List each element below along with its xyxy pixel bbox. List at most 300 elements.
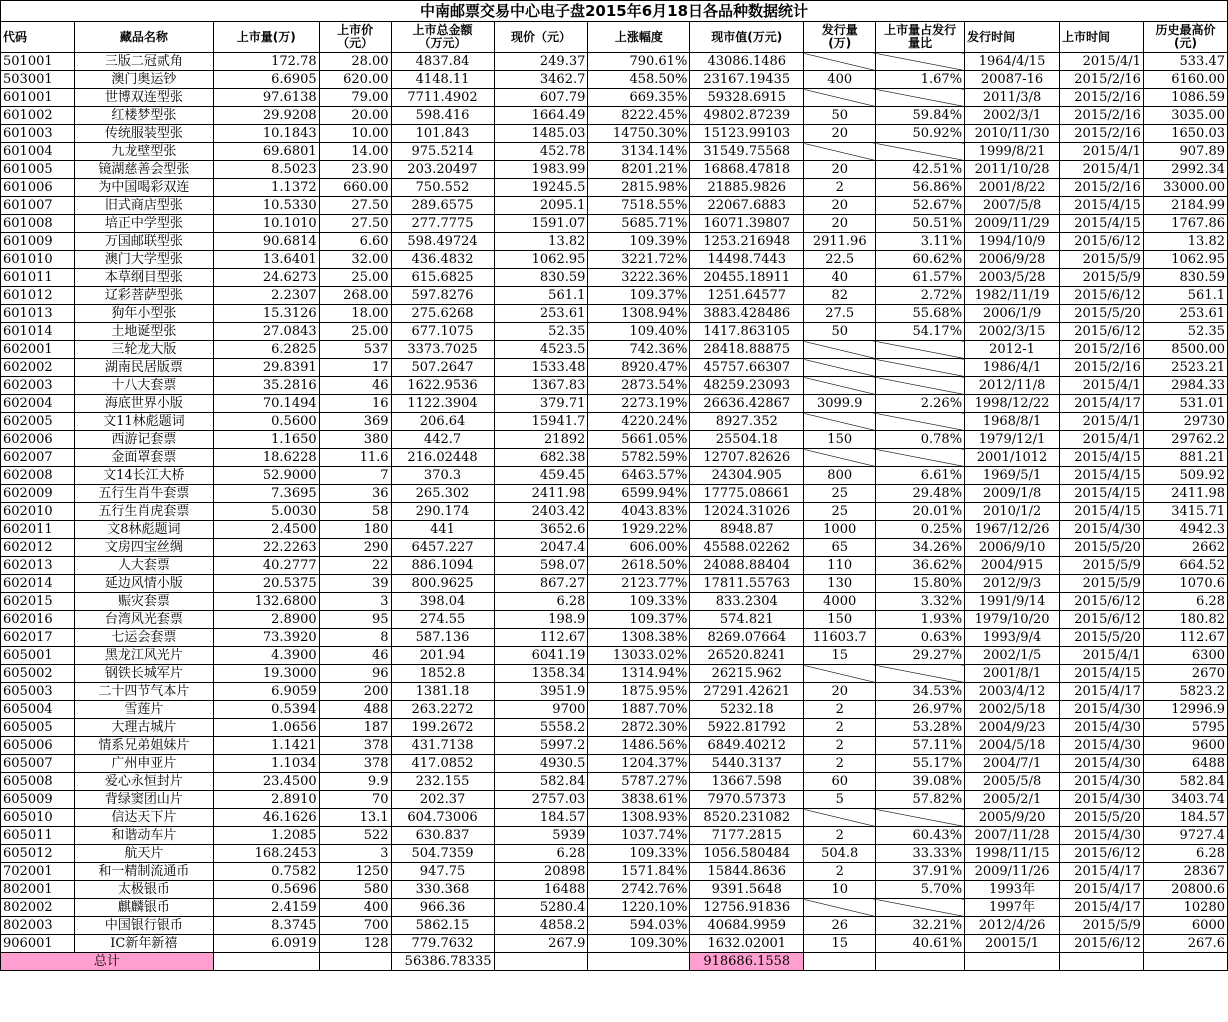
cell-issue-qty[interactable]: 3099.9 [804,395,876,413]
cell-highest-price[interactable]: 509.92 [1143,467,1227,485]
cell-market-value[interactable]: 8927.352 [690,413,804,431]
cell-listing-date[interactable]: 2015/4/15 [1060,215,1144,233]
cell-market-value[interactable]: 8269.07664 [690,629,804,647]
cell-listed-amount[interactable]: 203.20497 [391,161,494,179]
cell-listed-amount[interactable]: 201.94 [391,647,494,665]
cell-current-price[interactable]: 20898 [494,863,588,881]
cell-listed-price[interactable]: 25.00 [319,269,391,287]
cell-listed-price[interactable]: 7 [319,467,391,485]
cell-name[interactable]: 台湾风光套票 [74,611,213,629]
cell-listed-ratio[interactable] [876,449,965,467]
cell-market-value[interactable]: 48259.23093 [690,377,804,395]
header-listed-qty[interactable]: 上市量(万) [213,22,319,53]
cell-highest-price[interactable]: 907.89 [1143,143,1227,161]
cell-current-price[interactable]: 21892 [494,431,588,449]
cell-listed-amount[interactable]: 507.2647 [391,359,494,377]
cell-current-price[interactable]: 253.61 [494,305,588,323]
cell-listed-ratio[interactable]: 59.84% [876,107,965,125]
cell-name[interactable]: 西游记套票 [74,431,213,449]
cell-code[interactable]: 906001 [1,935,75,953]
cell-listing-date[interactable]: 2015/4/30 [1060,719,1144,737]
cell-market-value[interactable]: 16071.39807 [690,215,804,233]
cell-highest-price[interactable]: 267.6 [1143,935,1227,953]
cell-name[interactable]: 情系兄弟姐妹片 [74,737,213,755]
cell-listing-date[interactable]: 2015/4/15 [1060,449,1144,467]
cell-code[interactable]: 605010 [1,809,75,827]
cell-highest-price[interactable]: 5795 [1143,719,1227,737]
cell-listing-date[interactable]: 2015/4/15 [1060,503,1144,521]
cell-rise[interactable]: 6599.94% [588,485,690,503]
cell-issue-qty[interactable] [804,143,876,161]
cell-issue-date[interactable]: 1968/8/1 [965,413,1060,431]
cell-highest-price[interactable]: 9600 [1143,737,1227,755]
cell-name[interactable]: 和谐动车片 [74,827,213,845]
cell-market-value[interactable]: 12707.82626 [690,449,804,467]
cell-issue-qty[interactable]: 15 [804,935,876,953]
cell-current-price[interactable]: 5280.4 [494,899,588,917]
cell-rise[interactable]: 109.37% [588,611,690,629]
cell-listed-price[interactable]: 28.00 [319,53,391,71]
cell-rise[interactable]: 594.03% [588,917,690,935]
cell-name[interactable]: 镜湖慈善会型张 [74,161,213,179]
cell-listed-amount[interactable]: 101.843 [391,125,494,143]
cell-code[interactable]: 605006 [1,737,75,755]
cell-rise[interactable]: 2742.76% [588,881,690,899]
cell-market-value[interactable]: 49802.87239 [690,107,804,125]
cell-highest-price[interactable]: 33000.00 [1143,179,1227,197]
cell-market-value[interactable]: 13667.598 [690,773,804,791]
cell-listed-ratio[interactable]: 56.86% [876,179,965,197]
cell-rise[interactable]: 1220.10% [588,899,690,917]
cell-code[interactable]: 605008 [1,773,75,791]
cell-issue-qty[interactable]: 4000 [804,593,876,611]
cell-name[interactable]: 广州申亚片 [74,755,213,773]
header-market-value[interactable]: 现市值(万元) [690,22,804,53]
cell-rise[interactable]: 7518.55% [588,197,690,215]
cell-listed-price[interactable]: 620.00 [319,71,391,89]
cell-listed-qty[interactable]: 1.1421 [213,737,319,755]
cell-listed-qty[interactable]: 132.6800 [213,593,319,611]
cell-listing-date[interactable]: 2015/5/20 [1060,305,1144,323]
cell-code[interactable]: 602002 [1,359,75,377]
cell-listing-date[interactable]: 2015/6/12 [1060,287,1144,305]
cell-rise[interactable]: 1929.22% [588,521,690,539]
cell-current-price[interactable]: 2095.1 [494,197,588,215]
cell-name[interactable]: 本草纲目型张 [74,269,213,287]
cell-empty[interactable] [213,953,319,971]
cell-listing-date[interactable]: 2015/4/17 [1060,395,1144,413]
cell-name[interactable]: 传统服装型张 [74,125,213,143]
cell-listed-amount[interactable]: 587.136 [391,629,494,647]
cell-market-value[interactable]: 45757.66307 [690,359,804,377]
cell-issue-date[interactable]: 2003/4/12 [965,683,1060,701]
cell-issue-qty[interactable]: 40 [804,269,876,287]
cell-code[interactable]: 601012 [1,287,75,305]
cell-code[interactable]: 602009 [1,485,75,503]
cell-listed-qty[interactable]: 10.1010 [213,215,319,233]
cell-highest-price[interactable]: 1767.86 [1143,215,1227,233]
cell-issue-qty[interactable]: 26 [804,917,876,935]
cell-listed-ratio[interactable]: 3.11% [876,233,965,251]
cell-listed-ratio[interactable]: 37.91% [876,863,965,881]
cell-listed-ratio[interactable]: 60.62% [876,251,965,269]
cell-listed-qty[interactable]: 24.6273 [213,269,319,287]
cell-current-price[interactable]: 830.59 [494,269,588,287]
cell-highest-price[interactable]: 52.35 [1143,323,1227,341]
cell-issue-qty[interactable] [804,341,876,359]
cell-listed-price[interactable]: 10.00 [319,125,391,143]
cell-code[interactable]: 605011 [1,827,75,845]
cell-empty[interactable] [1060,953,1144,971]
cell-rise[interactable]: 6463.57% [588,467,690,485]
cell-name[interactable]: 太极银币 [74,881,213,899]
cell-name[interactable]: 信达天下片 [74,809,213,827]
cell-market-value[interactable]: 12024.31026 [690,503,804,521]
cell-listed-qty[interactable]: 1.1034 [213,755,319,773]
cell-code[interactable]: 601009 [1,233,75,251]
cell-empty[interactable] [588,953,690,971]
cell-market-value[interactable]: 7177.2815 [690,827,804,845]
cell-listing-date[interactable]: 2015/4/30 [1060,737,1144,755]
cell-code[interactable]: 802001 [1,881,75,899]
cell-listing-date[interactable]: 2015/6/12 [1060,611,1144,629]
cell-highest-price[interactable]: 112.67 [1143,629,1227,647]
cell-listed-amount[interactable]: 202.37 [391,791,494,809]
cell-highest-price[interactable]: 8500.00 [1143,341,1227,359]
cell-rise[interactable]: 5661.05% [588,431,690,449]
cell-listed-price[interactable]: 22 [319,557,391,575]
cell-highest-price[interactable]: 6000 [1143,917,1227,935]
cell-listed-ratio[interactable]: 57.82% [876,791,965,809]
cell-listed-ratio[interactable]: 29.48% [876,485,965,503]
cell-rise[interactable]: 109.30% [588,935,690,953]
cell-issue-date[interactable]: 1999/8/21 [965,143,1060,161]
cell-listing-date[interactable]: 2015/4/30 [1060,773,1144,791]
header-listed-amount[interactable]: 上市总金额 （万元） [391,22,494,53]
cell-name[interactable]: 文房四宝丝绸 [74,539,213,557]
cell-issue-date[interactable]: 1993年 [965,881,1060,899]
cell-listed-qty[interactable]: 90.6814 [213,233,319,251]
cell-issue-date[interactable]: 1994/10/9 [965,233,1060,251]
cell-code[interactable]: 601014 [1,323,75,341]
cell-listed-amount[interactable]: 431.7138 [391,737,494,755]
cell-issue-qty[interactable]: 20 [804,197,876,215]
cell-market-value[interactable]: 833.2304 [690,593,804,611]
cell-listed-amount[interactable]: 779.7632 [391,935,494,953]
cell-listed-amount[interactable]: 263.2272 [391,701,494,719]
cell-listed-ratio[interactable]: 1.67% [876,71,965,89]
cell-rise[interactable]: 1308.38% [588,629,690,647]
cell-listed-ratio[interactable]: 32.21% [876,917,965,935]
cell-current-price[interactable]: 1591.07 [494,215,588,233]
cell-issue-qty[interactable]: 400 [804,71,876,89]
cell-current-price[interactable]: 4930.5 [494,755,588,773]
cell-market-value[interactable]: 20455.18911 [690,269,804,287]
cell-listing-date[interactable]: 2015/2/16 [1060,179,1144,197]
cell-listed-qty[interactable]: 0.5696 [213,881,319,899]
cell-listed-qty[interactable]: 1.2085 [213,827,319,845]
cell-market-value[interactable]: 1632.02001 [690,935,804,953]
cell-issue-qty[interactable]: 15 [804,647,876,665]
cell-listed-amount[interactable]: 289.6575 [391,197,494,215]
cell-listed-qty[interactable]: 29.8391 [213,359,319,377]
cell-issue-qty[interactable]: 65 [804,539,876,557]
cell-issue-date[interactable]: 2005/9/20 [965,809,1060,827]
cell-empty[interactable] [876,953,965,971]
cell-market-value[interactable]: 26215.962 [690,665,804,683]
cell-highest-price[interactable]: 6160.00 [1143,71,1227,89]
cell-listed-price[interactable]: 11.6 [319,449,391,467]
cell-name[interactable]: 三轮龙大版 [74,341,213,359]
cell-issue-qty[interactable]: 11603.7 [804,629,876,647]
cell-listed-qty[interactable]: 7.3695 [213,485,319,503]
cell-listed-qty[interactable]: 70.1494 [213,395,319,413]
cell-listing-date[interactable]: 2015/4/15 [1060,197,1144,215]
cell-listed-qty[interactable]: 18.6228 [213,449,319,467]
cell-listed-amount[interactable]: 3373.7025 [391,341,494,359]
cell-listed-qty[interactable]: 168.2453 [213,845,319,863]
total-label[interactable]: 总计 [1,953,214,971]
cell-listed-qty[interactable]: 6.9059 [213,683,319,701]
cell-name[interactable]: 钢铁长城军片 [74,665,213,683]
cell-issue-qty[interactable]: 60 [804,773,876,791]
cell-listed-price[interactable]: 9.9 [319,773,391,791]
cell-highest-price[interactable]: 531.01 [1143,395,1227,413]
cell-issue-qty[interactable]: 10 [804,881,876,899]
cell-listing-date[interactable]: 2015/2/16 [1060,71,1144,89]
cell-current-price[interactable]: 4858.2 [494,917,588,935]
cell-listed-ratio[interactable]: 34.53% [876,683,965,701]
cell-listed-amount[interactable]: 1381.18 [391,683,494,701]
cell-market-value[interactable]: 21885.9826 [690,179,804,197]
cell-rise[interactable]: 2618.50% [588,557,690,575]
cell-listed-price[interactable]: 16 [319,395,391,413]
cell-listed-amount[interactable]: 5862.15 [391,917,494,935]
cell-current-price[interactable]: 2403.42 [494,503,588,521]
cell-issue-date[interactable]: 2007/11/28 [965,827,1060,845]
cell-listing-date[interactable]: 2015/4/1 [1060,161,1144,179]
cell-listed-amount[interactable]: 7711.4902 [391,89,494,107]
cell-rise[interactable]: 1308.93% [588,809,690,827]
cell-issue-date[interactable]: 1986/4/1 [965,359,1060,377]
cell-highest-price[interactable]: 533.47 [1143,53,1227,71]
cell-rise[interactable]: 2273.19% [588,395,690,413]
cell-listed-qty[interactable]: 1.1372 [213,179,319,197]
cell-listed-amount[interactable]: 597.8276 [391,287,494,305]
cell-issue-qty[interactable]: 800 [804,467,876,485]
cell-rise[interactable]: 5685.71% [588,215,690,233]
cell-listed-ratio[interactable]: 6.61% [876,467,965,485]
cell-rise[interactable]: 3221.72% [588,251,690,269]
cell-issue-date[interactable]: 20087-16 [965,71,1060,89]
cell-market-value[interactable]: 17811.55763 [690,575,804,593]
cell-code[interactable]: 602015 [1,593,75,611]
cell-listed-ratio[interactable]: 2.72% [876,287,965,305]
cell-current-price[interactable]: 52.35 [494,323,588,341]
cell-listed-ratio[interactable] [876,377,965,395]
cell-listed-qty[interactable]: 6.6905 [213,71,319,89]
cell-issue-qty[interactable] [804,809,876,827]
cell-listed-amount[interactable]: 232.155 [391,773,494,791]
cell-code[interactable]: 605012 [1,845,75,863]
cell-rise[interactable]: 2123.77% [588,575,690,593]
cell-highest-price[interactable]: 2992.34 [1143,161,1227,179]
cell-issue-qty[interactable]: 27.5 [804,305,876,323]
cell-current-price[interactable]: 3951.9 [494,683,588,701]
cell-current-price[interactable]: 19245.5 [494,179,588,197]
cell-issue-qty[interactable]: 150 [804,611,876,629]
cell-issue-date[interactable]: 1998/12/22 [965,395,1060,413]
cell-listed-amount[interactable]: 436.4832 [391,251,494,269]
cell-name[interactable]: 土地诞型张 [74,323,213,341]
cell-issue-qty[interactable]: 50 [804,323,876,341]
cell-listed-amount[interactable]: 442.7 [391,431,494,449]
cell-listed-amount[interactable]: 750.552 [391,179,494,197]
cell-issue-date[interactable]: 2004/9/23 [965,719,1060,737]
cell-listed-price[interactable]: 23.90 [319,161,391,179]
cell-market-value[interactable]: 23167.19435 [690,71,804,89]
cell-issue-date[interactable]: 20015/1 [965,935,1060,953]
cell-rise[interactable]: 8920.47% [588,359,690,377]
cell-listed-qty[interactable]: 1.0656 [213,719,319,737]
cell-code[interactable]: 605009 [1,791,75,809]
cell-code[interactable]: 501001 [1,53,75,71]
cell-market-value[interactable]: 1417.863105 [690,323,804,341]
cell-rise[interactable]: 606.00% [588,539,690,557]
cell-rise[interactable]: 669.35% [588,89,690,107]
cell-issue-date[interactable]: 2012-1 [965,341,1060,359]
cell-current-price[interactable]: 2757.03 [494,791,588,809]
cell-listing-date[interactable]: 2015/5/9 [1060,251,1144,269]
cell-code[interactable]: 702001 [1,863,75,881]
cell-listed-price[interactable]: 8 [319,629,391,647]
cell-code[interactable]: 602005 [1,413,75,431]
cell-current-price[interactable]: 1983.99 [494,161,588,179]
cell-highest-price[interactable]: 561.1 [1143,287,1227,305]
cell-listed-amount[interactable]: 417.0852 [391,755,494,773]
cell-listed-price[interactable]: 95 [319,611,391,629]
cell-name[interactable]: IC新年新禧 [74,935,213,953]
cell-current-price[interactable]: 459.45 [494,467,588,485]
cell-issue-date[interactable]: 1993/9/4 [965,629,1060,647]
cell-issue-qty[interactable]: 2 [804,863,876,881]
cell-listed-price[interactable]: 400 [319,899,391,917]
cell-current-price[interactable]: 3462.7 [494,71,588,89]
cell-issue-date[interactable]: 2002/3/1 [965,107,1060,125]
cell-listed-ratio[interactable]: 0.78% [876,431,965,449]
cell-listed-qty[interactable]: 2.2307 [213,287,319,305]
cell-current-price[interactable]: 112.67 [494,629,588,647]
cell-name[interactable]: 背绿窦团山片 [74,791,213,809]
cell-listed-ratio[interactable]: 26.97% [876,701,965,719]
cell-issue-qty[interactable]: 5 [804,791,876,809]
cell-listed-qty[interactable]: 20.5375 [213,575,319,593]
cell-rise[interactable]: 1571.84% [588,863,690,881]
cell-highest-price[interactable]: 9727.4 [1143,827,1227,845]
cell-code[interactable]: 601008 [1,215,75,233]
cell-listed-ratio[interactable]: 55.68% [876,305,965,323]
cell-issue-qty[interactable]: 1000 [804,521,876,539]
cell-name[interactable]: 黑龙江风光片 [74,647,213,665]
cell-code[interactable]: 503001 [1,71,75,89]
cell-market-value[interactable]: 24304.905 [690,467,804,485]
cell-listed-amount[interactable]: 504.7359 [391,845,494,863]
cell-highest-price[interactable]: 5823.2 [1143,683,1227,701]
cell-market-value[interactable]: 26636.42867 [690,395,804,413]
cell-listed-qty[interactable]: 0.5394 [213,701,319,719]
cell-issue-qty[interactable]: 25 [804,503,876,521]
cell-listed-price[interactable]: 200 [319,683,391,701]
cell-name[interactable]: 九龙壁型张 [74,143,213,161]
cell-highest-price[interactable]: 2523.21 [1143,359,1227,377]
header-listing-date[interactable]: 上市时间 [1060,22,1144,53]
cell-code[interactable]: 602014 [1,575,75,593]
cell-rise[interactable]: 1875.95% [588,683,690,701]
header-highest-price[interactable]: 历史最高价 (元) [1143,22,1227,53]
cell-current-price[interactable]: 5558.2 [494,719,588,737]
cell-name[interactable]: 为中国喝彩双连 [74,179,213,197]
cell-rise[interactable]: 109.33% [588,845,690,863]
cell-rise[interactable]: 8222.45% [588,107,690,125]
cell-market-value[interactable]: 7970.57373 [690,791,804,809]
cell-issue-date[interactable]: 1967/12/26 [965,521,1060,539]
cell-listed-qty[interactable]: 69.6801 [213,143,319,161]
cell-listed-price[interactable]: 290 [319,539,391,557]
cell-code[interactable]: 605007 [1,755,75,773]
cell-listed-amount[interactable]: 4148.11 [391,71,494,89]
cell-listed-ratio[interactable]: 57.11% [876,737,965,755]
cell-listed-ratio[interactable]: 36.62% [876,557,965,575]
cell-rise[interactable]: 109.39% [588,233,690,251]
cell-issue-date[interactable]: 2004/5/18 [965,737,1060,755]
cell-listed-qty[interactable]: 2.4500 [213,521,319,539]
cell-market-value[interactable]: 45588.02262 [690,539,804,557]
cell-listed-qty[interactable]: 10.5330 [213,197,319,215]
cell-listing-date[interactable]: 2015/4/17 [1060,683,1144,701]
cell-listing-date[interactable]: 2015/4/15 [1060,665,1144,683]
cell-current-price[interactable]: 2047.4 [494,539,588,557]
cell-listed-price[interactable]: 13.1 [319,809,391,827]
cell-listed-ratio[interactable]: 52.67% [876,197,965,215]
cell-market-value[interactable]: 1056.580484 [690,845,804,863]
cell-listing-date[interactable]: 2015/4/30 [1060,701,1144,719]
cell-issue-date[interactable]: 2002/3/15 [965,323,1060,341]
cell-issue-date[interactable]: 1982/11/19 [965,287,1060,305]
cell-issue-date[interactable]: 2007/5/8 [965,197,1060,215]
cell-listed-ratio[interactable]: 1.93% [876,611,965,629]
cell-listed-amount[interactable]: 441 [391,521,494,539]
cell-highest-price[interactable]: 1650.03 [1143,125,1227,143]
cell-listed-qty[interactable]: 15.3126 [213,305,319,323]
cell-issue-qty[interactable]: 20 [804,161,876,179]
cell-listed-amount[interactable]: 398.04 [391,593,494,611]
cell-listed-amount[interactable]: 199.2672 [391,719,494,737]
cell-current-price[interactable]: 607.79 [494,89,588,107]
cell-market-value[interactable]: 31549.75568 [690,143,804,161]
cell-market-value[interactable]: 6849.40212 [690,737,804,755]
cell-issue-qty[interactable]: 2 [804,701,876,719]
cell-listed-price[interactable]: 378 [319,737,391,755]
cell-current-price[interactable]: 1485.03 [494,125,588,143]
cell-rise[interactable]: 109.37% [588,287,690,305]
cell-highest-price[interactable]: 29762.2 [1143,431,1227,449]
cell-current-price[interactable]: 1358.34 [494,665,588,683]
cell-highest-price[interactable]: 3415.71 [1143,503,1227,521]
cell-highest-price[interactable]: 6300 [1143,647,1227,665]
cell-name[interactable]: 旧式商店型张 [74,197,213,215]
cell-issue-date[interactable]: 2006/1/9 [965,305,1060,323]
cell-code[interactable]: 602003 [1,377,75,395]
